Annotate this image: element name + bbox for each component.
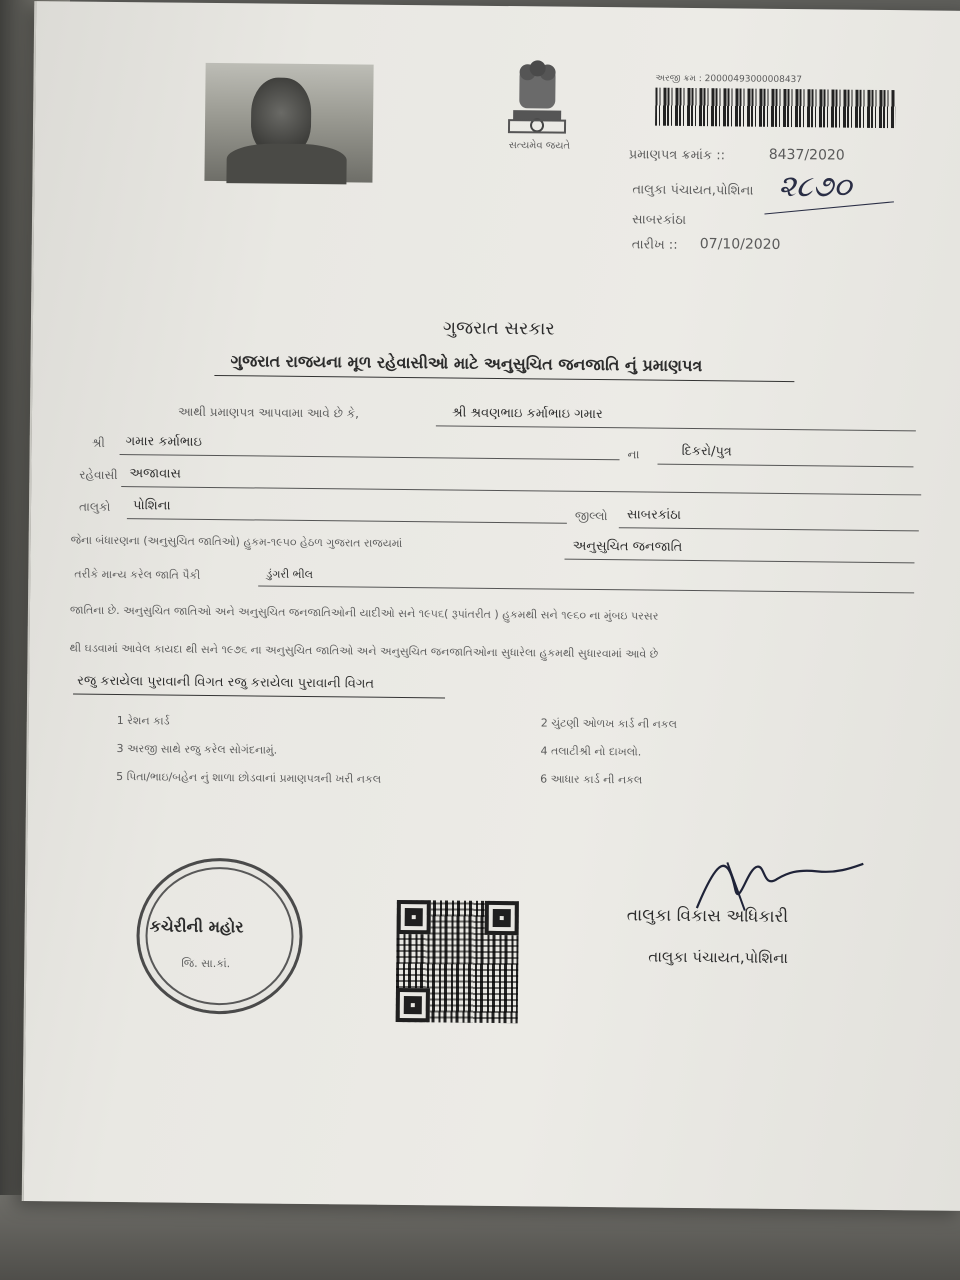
certificate-title: ગુજરાત રાજયના મૂળ રહેવાસીઓ માટે અનુસુચિત જનજાતિ નું પ્રમાણપત્ર [230,351,703,376]
tribe-label: તરીકે માન્ય કરેલ જાતિ પૈકી [74,567,201,582]
residence-label: રહેવાસી [79,467,118,482]
qr-finder-top-left [397,900,431,934]
officer-title: તાલુકા વિકાસ અધિકારી [626,905,789,928]
barcode-text: અરજી ક્રમ : 20000493000008437 [655,73,803,86]
father-underline [120,454,620,460]
barcode [655,88,895,129]
office-seal [136,857,304,1015]
evidence-heading-underline [73,694,445,699]
residence-underline [121,486,921,495]
applicant-photo [204,63,373,183]
tribe-value: ડુંગરી ભીલ [266,567,314,582]
qr-code [396,900,519,1023]
father-label: શ્રી [91,435,105,450]
paragraph-line-1: જાતિના છે. અનુસુચિત જાતિઓ અને અનુસુચિત જનજાતિઓની યાદીઓ સને ૧૯૫૬( રૂપાંતરીત ) હુકમથી સને ૧૯૬૦ ના મુંબઇ પરસર [69,603,659,623]
national-emblem-icon [497,58,578,151]
tribe-underline [258,585,914,593]
relation-value: દિકરો/પુત્ર [681,443,732,460]
office-line: તાલુકા પંચાયત,પોશિના [632,182,754,199]
title-underline [214,375,794,382]
officer-office: તાલુકા પંચાયત,પોશિના [648,947,789,968]
certificate-paper [22,1,960,1211]
handwritten-number: ૨૮૭૦ [778,168,852,205]
certificate-number-label: પ્રમાણપત્ર ક્રમાંક :: [628,147,726,164]
constitution-value: અનુસુચિત જનજાતિ [572,538,683,555]
district-line: સાબરકાંઠા [631,212,687,228]
applicant-underline [436,425,916,431]
father-name: ગમાર કર્માભાઇ [125,434,202,450]
government-heading: ગુજરાત સરકાર [442,317,555,340]
evidence-item-1: 1 રેશન કાર્ડ [116,714,170,728]
intro-label: આથી પ્રમાણપત્ર આપવામા આવે છે કે, [177,404,360,421]
district-underline [619,527,919,531]
date-value: 07/10/2020 [699,236,781,253]
evidence-item-5: 5 પિતા/ભાઇ/બહેન નું શાળા છોડવાનાં પ્રમાણપત્રની ખરી નકલ [116,770,382,786]
relation-label: ના [627,447,640,462]
taluka-underline [127,518,567,524]
constitution-underline [564,559,914,564]
evidence-item-6: 6 આધાર કાર્ડ ની નકલ [540,772,643,787]
evidence-item-3: 3 અરજી સાથે રજુ કરેલ સોગંદનામું. [116,742,278,757]
certificate-number-value: 8437/2020 [768,146,845,164]
seal-text: કચેરીની મહોર [149,916,244,937]
qr-finder-top-right [485,901,519,935]
applicant-name: શ્રી શ્રવણભાઇ કર્માભાઇ ગમાર [451,405,603,423]
paragraph-line-2: થી ઘડવામાં આવેલ કાયદા થી સને ૧૯૭૬ ના અનુસુચિત જાતિઓ અને અનુસુચિત જનજાતિઓના સુધારેલા હુકમથી સુધારવામાં આવે છે [69,641,659,661]
taluka-label: તાલુકો [78,499,111,514]
photo-body [226,143,346,184]
relation-underline [657,464,913,468]
seal-inner-text: જિ. સા.કાં. [181,956,231,971]
district-label: જીલ્લો [574,508,608,524]
date-label: તારીખ :: [631,237,678,253]
evidence-item-4: 4 તલાટીશ્રી નો દાખલો. [540,744,642,759]
district-value: સાબરકાંઠા [626,507,682,523]
qr-finder-bottom-left [396,988,430,1022]
emblem-motto: સત્યમેવ જયતે [508,140,571,152]
residence-value: અજાવાસ [129,466,182,482]
evidence-heading: રજુ કરાયેલા પુરાવાની વિગત રજુ કરાયેલા પુરાવાની વિગત [77,673,375,692]
taluka-value: પોશિના [132,498,171,514]
constitution-label: જેના બંધારણના (અનુસુચિત જાતિઓ) હુકમ-૧૯૫૦ હેઠળ ગુજરાત રાજયમાં [70,533,403,550]
evidence-item-2: 2 ચુંટણી ઓળખ કાર્ડ ની નકલ [540,716,677,731]
